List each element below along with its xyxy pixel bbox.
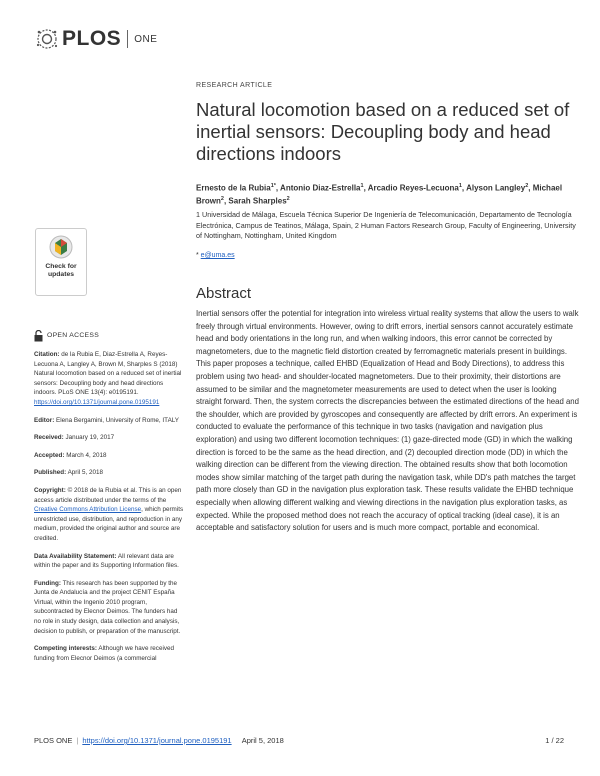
funding-label: Funding: <box>34 579 61 587</box>
accepted-label: Accepted: <box>34 451 65 459</box>
editor-block <box>34 416 186 426</box>
author-affiliation-mark: 2 <box>525 183 529 189</box>
citation-doi-link[interactable]: https://doi.org/10.1371/journal.pone.0195191 <box>34 398 160 406</box>
funding-block <box>34 579 186 637</box>
competing-interests-label: Competing interests: <box>34 645 97 653</box>
check-updates-icon <box>48 234 74 260</box>
open-lock-icon <box>34 330 43 342</box>
article-type: RESEARCH ARTICLE <box>196 82 273 89</box>
accepted-block <box>34 451 186 461</box>
check-updates-label: Check for updates <box>45 263 77 278</box>
citation-label: Citation: <box>34 351 60 358</box>
email-link[interactable]: e@uma.es <box>200 252 235 259</box>
author-affiliation-mark: 2 <box>220 195 224 202</box>
plos-dots-icon <box>34 26 60 52</box>
footer-divider <box>236 736 238 745</box>
article-title: Natural locomotion based on a reduced set of inertial sensors: Decoupling body and head directions indoors <box>196 99 570 164</box>
corresponding-email <box>196 252 235 259</box>
check-for-updates-badge[interactable] <box>35 228 87 296</box>
logo-divider <box>127 30 128 48</box>
published-date: April 5, 2018 <box>67 469 103 477</box>
editor-text: Elena Bergamini, University of Rome, ITALY <box>56 416 179 424</box>
footer-doi-link[interactable]: https://doi.org/10.1371/journal.pone.0195191 <box>82 736 232 745</box>
author-name: Alyson Langley <box>466 183 526 193</box>
received-block <box>34 433 186 443</box>
affiliations <box>196 210 581 242</box>
affiliation-1-num: 1 <box>196 210 200 219</box>
data-availability-block <box>34 552 186 571</box>
affiliation-2: Human Factors Research Group, Faculty of Engineering, University of Nottingham, Nottingham, United Kingdom <box>196 220 576 240</box>
abstract-text: Inertial sensors offer the potential for integration into wireless virtual reality systems that allow the users to walk freely through virtual environments. However, owing to drift errors, inertial sensors cannot accurately estimate head and body orientations in the long run, and when walking indoors, this error cannot be corrected by magnetometers, due to the magnetic field distortion created by ferromagnetic materials present in buildings. This paper proposes a technique, called EHBD (Equalization of Head and Body Directions), to address this problem using two head- and shoulder-located magnetometers. Due to their proximity, their distortions are assumed to be similar and the magnetometer measurements are used to detect when the user is looking straight forward. Then, the system corrects the discrepancies between the estimated directions of the head and the shoulder, which are provided by gyroscopes and consequently are affected by drift errors. An experiment is conducted to evaluate the performance of this technique in two tasks (navigation and navigation plus exploration) and using two different locomotion techniques: (1) gaze-directed mode (GD) in which the walking direction is forced to be the same as the head direction, and (2) decoupled direction mode (DD) in which the walking direction can be different from the viewing direction. The obtained results show that both locomotion modes show similar matching of the target path during the navigation task, while DD's path matches the target path more closely than GD in the navigation plus exploration task. These results validate the EHBD technique especially when allowing different walking and viewing directions in the navigation plus exploration tasks, as expected. While the proposed method does not reach the accuracy of optical tracking (ideal case), it is an acceptable and satisfactory solution for users and is much more compact, portable and economical. <box>196 309 579 533</box>
plos-brand: PLOS <box>62 27 122 50</box>
author-name: Sarah Sharples <box>228 196 287 206</box>
funding-text: This research has been supported by the Junta de Andalucía and the project CENIT España Virtual, within the Ingenio 2010 program, subcontracted by Elecnor Deimos. The funders had no role in study design, data collection and analysis, decision to publish, or preparation of the manuscript. <box>34 579 181 635</box>
plos-logo <box>34 24 157 54</box>
data-availability-label: Data Availability Statement: <box>34 552 117 560</box>
copyright-block <box>34 486 186 544</box>
editor-label: Editor: <box>34 416 55 424</box>
received-date: January 19, 2017 <box>65 434 115 442</box>
author-affiliation-mark: 1 <box>360 183 364 189</box>
page-number: 1 / 22 <box>545 736 564 745</box>
footer-journal: PLOS ONE <box>34 736 73 745</box>
copyright-label: Copyright: <box>34 486 66 494</box>
author-name: Antonio Diaz-Estrella <box>280 183 361 193</box>
page-footer <box>34 736 284 745</box>
sidebar-metadata <box>34 330 186 671</box>
affiliation-1: Universidad de Málaga, Escuela Técnica Superior De Ingeniería de Telecomunicación, Departamento de Tecnología Electrónica, Campus de Teatinos, Málaga, Spain, <box>196 210 572 230</box>
open-access <box>34 330 186 342</box>
open-access-label: OPEN ACCESS <box>47 332 100 340</box>
author-name: Arcadio Reyes-Lecuona <box>367 183 459 193</box>
author-list: Ernesto de la Rubia$^{1*}$, Antonio Diaz-Estrella$^1$, Arcadio Reyes-Lecuona$^1$, Alyson Langley$^2$, Michael Brown$^2$, Sarah Sharples$^2$ <box>196 183 563 206</box>
citation-block <box>34 350 186 408</box>
copyright-text-1: © 2018 de la Rubia et al. This is an open access article distributed under the terms of the <box>34 486 182 504</box>
author-name: Ernesto de la Rubia <box>196 183 271 193</box>
competing-interests-block <box>34 644 186 663</box>
author-affiliation-mark: 2 <box>286 195 290 202</box>
copyright-text-2: , which permits unrestricted use, distribution, and reproduction in any medium, provided the original author and source are credited. <box>34 506 184 542</box>
data-availability-text: All relevant data are within the paper and its Supporting Information files. <box>34 552 179 570</box>
author-affiliation-mark: 1 <box>458 183 462 189</box>
received-label: Received: <box>34 434 64 442</box>
citation-text: de la Rubia E, Diaz-Estrella A, Reyes-Lecuona A, Langley A, Brown M, Sharples S (2018) Natural locomotion based on a reduced set of inertial sensors: Decoupling body and head directions indoors. PLoS ONE 13(4): e0195191. <box>34 351 182 397</box>
competing-interests-text: Although we have received funding from Elecnor Deimos (a commercial <box>34 645 175 662</box>
abstract-heading: Abstract <box>196 285 252 302</box>
published-label: Published: <box>34 469 67 477</box>
published-block <box>34 468 186 478</box>
affiliation-2-num: 2 <box>354 220 359 230</box>
journal-name: ONE <box>134 33 158 45</box>
footer-divider: | <box>76 736 79 745</box>
cc-license-link[interactable]: Creative Commons Attribution License <box>34 506 142 514</box>
footer-date: April 5, 2018 <box>241 736 284 745</box>
accepted-date: March 4, 2018 <box>66 451 107 459</box>
author-name: Michael Brown <box>196 183 563 206</box>
email-prefix: * <box>196 252 201 259</box>
author-affiliation-mark: 1* <box>270 183 276 189</box>
